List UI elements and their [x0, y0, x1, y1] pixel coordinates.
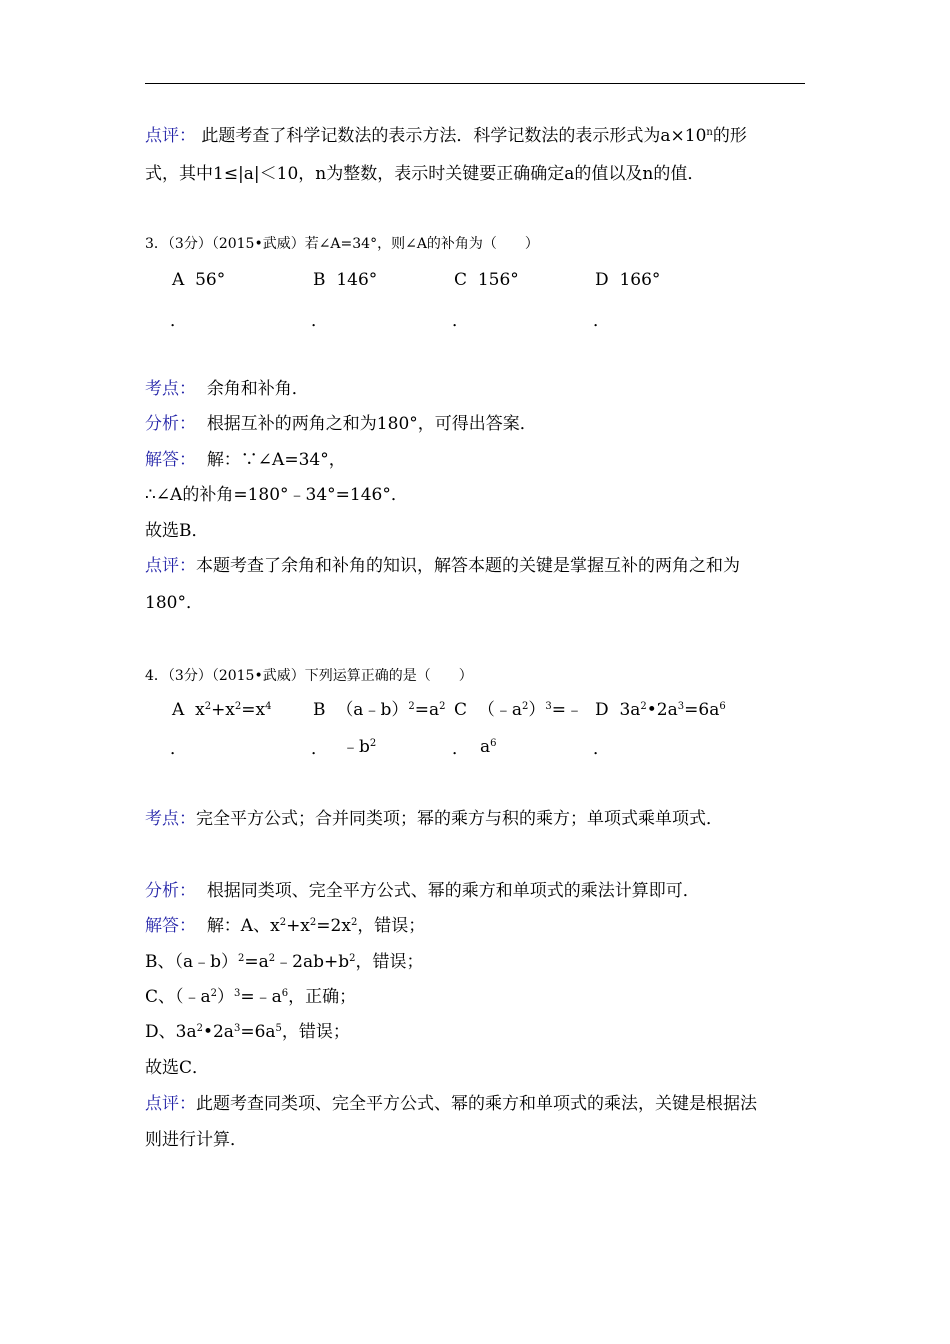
- q3-comment-line1: 点评：本题考查了余角和补角的知识，解答本题的关键是掌握互补的两角之和为: [145, 556, 740, 576]
- q3-stem: 3．（3分）（2015•武威）若∠A=34°，则∠A的补角为（ ）: [145, 236, 539, 252]
- q4-dot-c: ．: [452, 739, 469, 759]
- comment-label: 点评：: [145, 126, 196, 146]
- q3-option-b: B 146°: [313, 270, 378, 290]
- q4-option-b: B $(a﹣b)^2=a^2$: [313, 700, 446, 720]
- q4-kaodian: 考点：完全平方公式；合并同类项；幂的乘方与积的乘方；单项式乘单项式．: [145, 809, 723, 829]
- q4-jieda-d: D、$3a^2•2a^3=6a^5$，错误；: [145, 1022, 350, 1042]
- q4-option-c-cont: $a^6$: [480, 737, 497, 757]
- header-rule: [145, 83, 805, 84]
- q3-choose: 故选B．: [145, 521, 209, 541]
- q3-option-d: D 166°: [595, 270, 661, 290]
- q3-option-a: A 56°: [172, 270, 226, 290]
- q3-option-c: C 156°: [454, 270, 519, 290]
- q4-option-d: D $3a^2•2a^3=6a^6$: [595, 700, 726, 720]
- q4-choose: 故选C．: [145, 1058, 210, 1078]
- q4-option-c: C $(﹣a^2)^3=﹣$: [454, 700, 583, 720]
- q4-fenxi: 分析： 根据同类项、完全平方公式、幂的乘方和单项式的乘法计算即可．: [145, 881, 700, 901]
- q4-jieda-a: 解答： 解：A、$x^2+x^2=2x^2$，错误；: [145, 916, 426, 936]
- q3-kaodian: 考点： 余角和补角．: [145, 379, 309, 399]
- q2-comment-line2: 式，其中1≤|a|＜10，n为整数，表示时关键要正确确定a的值以及n的值．: [145, 164, 705, 184]
- q3-dot-c: ．: [452, 311, 469, 331]
- q3-step: ∴∠A的补角=180°﹣34°=146°．: [145, 485, 408, 505]
- q4-stem: 4．（3分）（2015•武威）下列运算正确的是（ ）: [145, 668, 473, 684]
- q3-jieda: 解答： 解：∵∠A=34°，: [145, 450, 346, 470]
- q4-dot-b: ．: [311, 739, 328, 759]
- q3-dot-a: ．: [170, 311, 187, 331]
- q4-comment-line1: 点评：此题考查同类项、完全平方公式、幂的乘方和单项式的乘法，关键是根据法: [145, 1094, 757, 1114]
- q2-comment-line1: 点评： 此题考查了科学记数法的表示方法．科学记数法的表示形式为$a\times 10^n$的形: [145, 126, 747, 146]
- q3-dot-b: ．: [311, 311, 328, 331]
- q4-comment-line2: 则进行计算．: [145, 1130, 247, 1150]
- q3-comment-line2: 180°．: [145, 593, 203, 613]
- q4-option-a: A $x^2+x^2=x^4$: [172, 700, 272, 720]
- q4-jieda-c: C、$(﹣a^2)^3=﹣a^6$，正确；: [145, 987, 357, 1007]
- q3-fenxi: 分析： 根据互补的两角之和为180°，可得出答案．: [145, 414, 537, 434]
- q4-dot-d: ．: [593, 739, 610, 759]
- q4-option-b-cont: $﹣b^2$: [342, 737, 377, 757]
- q4-jieda-b: B、$(a﹣b)^2=a^2﹣2ab+b^2$，错误；: [145, 952, 424, 972]
- q4-dot-a: ．: [170, 739, 187, 759]
- q3-dot-d: ．: [593, 311, 610, 331]
